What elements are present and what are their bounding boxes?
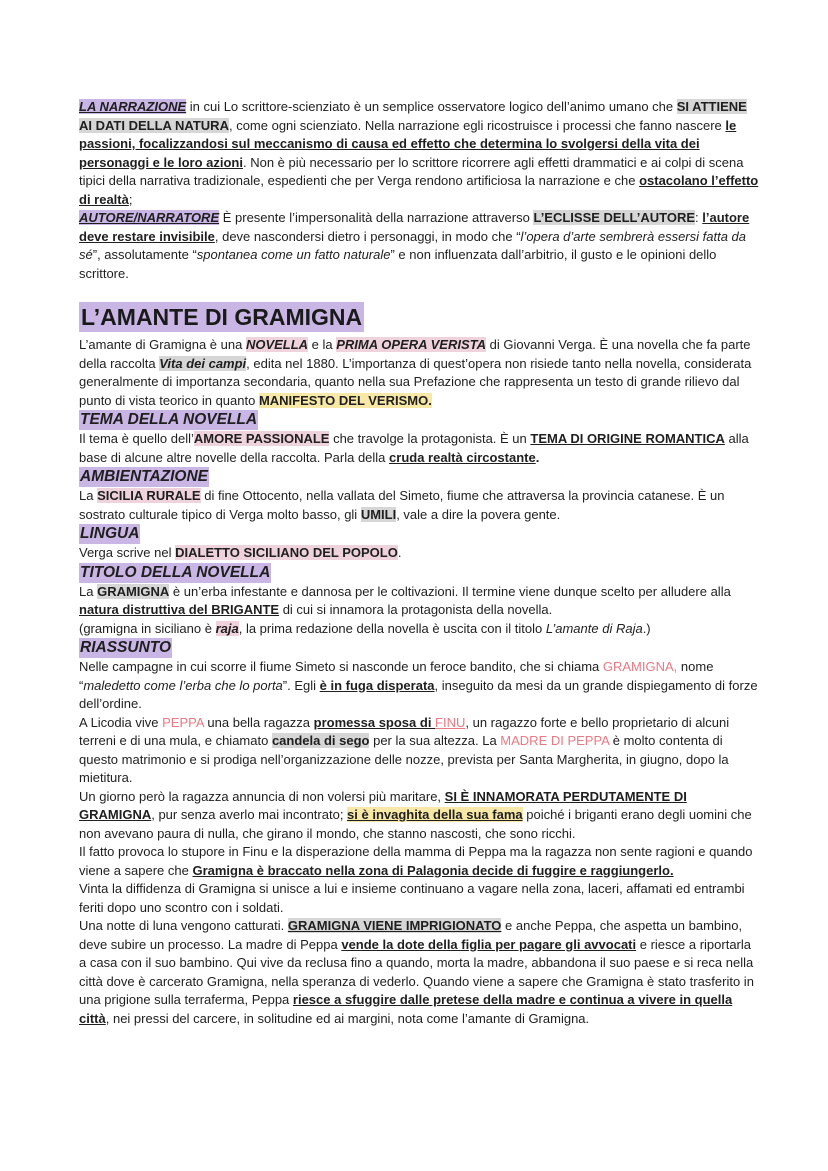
highlight: GRAMIGNA	[97, 583, 170, 599]
tema-paragraph: Il tema è quello dell’AMORE PASSIONALE che travolge la protagonista. È un TEMA DI ORIGINE ROMANTICA alla base di alcune altre novelle della raccolta. Parla della cruda realtà circostante.	[79, 431, 749, 465]
document-page	[79, 98, 759, 1028]
riassunto-paragraph-4b: Vinta la diffidenza di Gramigna si unisce a lui e insieme continuano a vagare nella zona, laceri, affamati ed entrambi feriti dopo uno scontro con i soldati.	[79, 881, 745, 915]
titolo-note: (gramigna in siciliano è raja, la prima redazione della novella è uscita con il titolo L’amante di Raja.)	[79, 620, 651, 636]
highlight: DIALETTO SICILIANO DEL POPOLO	[175, 545, 398, 560]
riassunto-paragraph-4: Il fatto provoca lo stupore in Finu e la disperazione della mamma di Peppa ma la ragazza non sente ragioni e quando viene a sapere che Gramigna è braccato nella zona di Palagonia decide di fuggire e raggiungerlo.	[79, 844, 753, 878]
lingua-paragraph: Verga scrive nel DIALETTO SICILIANO DEL POPOLO.	[79, 545, 402, 560]
character-name: GRAMIGNA,	[602, 659, 678, 674]
narrazione-paragraph: LA NARRAZIONE in cui Lo scrittore-scienziato è un semplice osservatore logico dell’animo umano che SI ATTIENE AI DATI DELLA NATURA, come ogni scienziato. Nella narrazione egli ricostruisce i processi che fanno nascere le passioni, focalizzandosi sul meccanismo di causa ed effetto che determina lo svolgersi della vita dei personaggi e le loro azioni. Non è più necessario per lo scrittore ricorrere agli effetti drammatici e ai colpi di scena tipici della narrativa tradizionale, espedienti che per Verga rendono artificiosa la narrazione e che ostacolano l’effetto di realtà;	[79, 99, 759, 207]
underlined-text: le passioni, focalizzandosi sul meccanismo di causa ed effetto che determina lo svolgersi della vita dei personaggi e le loro azioni	[79, 117, 737, 170]
highlight: raja	[215, 620, 239, 636]
highlight: candela di sego	[271, 733, 370, 748]
section-heading-ambientazione: AMBIENTAZIONE	[80, 468, 209, 485]
highlight: MANIFESTO DEL VERISMO.	[258, 392, 432, 408]
underlined-text: TEMA DI ORIGINE ROMANTICA	[530, 431, 725, 446]
section-heading-riassunto: RIASSUNTO	[80, 639, 172, 656]
highlight: GRAMIGNA VIENE IMPRIGIONATO	[287, 918, 502, 933]
underlined-text: promessa sposa di	[313, 714, 436, 730]
highlight: SI ATTIENE AI DATI DELLA NATURA	[79, 99, 747, 133]
highlight: AMORE PASSIONALE	[193, 431, 330, 446]
highlight: SICILIA RURALE	[97, 488, 201, 503]
underlined-text: riesce a sfuggire dalle pretese della madre e continua a vivere in quella città	[79, 992, 733, 1026]
underlined-text: è in fuga disperata	[319, 677, 435, 693]
highlight: si è invaghita della sua fama	[347, 807, 523, 822]
section-heading-titolo: TITOLO DELLA NOVELLA	[80, 563, 271, 581]
underlined-text: Gramigna è braccato nella zona di Palagonia decide di fuggire e raggiungerlo.	[192, 862, 674, 878]
underlined-text: vende la dote della figlia per pagare gli avvocati	[341, 936, 637, 952]
underlined-text: cruda realtà circostante	[389, 449, 536, 465]
titolo-paragraph: La GRAMIGNA è un’erba infestante e dannosa per le coltivazioni. Il termine viene dunque scelto per alludere alla natura distruttiva del BRIGANTE di cui si innamora la protagonista della novella.	[79, 583, 731, 617]
section-heading-tema: TEMA DELLA NOVELLA	[80, 411, 258, 428]
riassunto-paragraph-1: Nelle campagne in cui scorre il fiume Simeto si nasconde un feroce bandito, che si chiama GRAMIGNA, nome “maledetto come l’erba che lo porta”. Egli è in fuga disperata, inseguito da mesi da un grande dispiegamento di forze dell’ordine.	[79, 659, 758, 711]
riassunto-paragraph-3: Un giorno però la ragazza annuncia di non volersi più maritare, SI È INNAMORATA PERDUTAMENTE DI GRAMIGNA, pur senza averlo mai incontrato; si è invaghita della sua fama poiché i briganti erano degli uomini che non avevano paura di nulla, che girano il mondo, che stanno nascosti, che sono ricchi.	[79, 788, 752, 841]
autore-label: AUTORE/NARRATORE	[79, 210, 220, 225]
riassunto-paragraph-5: Una notte di luna vengono catturati. GRAMIGNA VIENE IMPRIGIONATO e anche Peppa, che aspetta un bambino, deve subire un processo. La madre di Peppa vende la dote della figlia per pagare gli avvocati e riesce a riportarla a casa con il suo bambino. Qui vive da reclusa fino a quando, morta la madre, abbandona il suo paese e si reca nella città dove è carcerato Gramigna, nella speranza di vederlo. Quando viene a sapere che Gramigna è stato trasferito in una prigione sulla terraferma, Peppa riesce a sfuggire dalle pretese della madre e continua a vivere in quella città, nei pressi del carcere, in solitudine ed ai margini, nota come l’amante di Gramigna.	[79, 918, 754, 1026]
highlight: UMILI	[360, 506, 397, 522]
underlined-text: SI È INNAMORATA PERDUTAMENTE DI GRAMIGNA	[79, 788, 687, 822]
character-name: PEPPA	[162, 714, 204, 730]
narrazione-label: LA NARRAZIONE	[79, 99, 187, 114]
underlined-text: ostacolano l’effetto di realtà	[79, 173, 759, 207]
highlight: PRIMA OPERA VERISTA	[336, 337, 487, 352]
highlight: L’ECLISSE DELL’AUTORE	[533, 210, 696, 225]
underlined-text: l’autore deve restare invisibile	[79, 210, 750, 244]
opening-paragraph: L’amante di Gramigna è una NOVELLA e la PRIMA OPERA VERISTA di Giovanni Verga. È una novella che fa parte della raccolta Vita dei campi, edita nel 1880. L’importanza di quest’opera non risiede tanto nella novella, considerata generalmente di importanza secondaria, quanto nella sua Prefazione che rappresenta un testo di grande rilievo dal punto di vista teorico in quanto MANIFESTO DEL VERISMO.	[79, 337, 752, 408]
character-name: MADRE DI PEPPA	[500, 733, 610, 748]
section-heading-lingua: LINGUA	[80, 525, 140, 542]
character-name: FINU	[435, 714, 466, 730]
underlined-text: natura distruttiva del BRIGANTE	[79, 602, 280, 617]
highlight: NOVELLA	[245, 337, 309, 352]
riassunto-paragraph-2: A Licodia vive PEPPA una bella ragazza promessa sposa di FINU, un ragazzo forte e bello proprietario di alcuni terreni e di una mula, e chiamato candela di sego per la sua altezza. La MADRE DI PEPPA è molto contenta di questo matrimonio e si prodiga nell’organizzazione delle nozze, prevista per Santa Margherita, in giugno, dopo la mietitura.	[79, 714, 730, 785]
highlight: Vita dei campi	[159, 355, 247, 371]
autore-paragraph: AUTORE/NARRATORE È presente l’impersonalità della narrazione attraverso L’ECLISSE DELL’AUTORE: l’autore deve restare invisibile, deve nascondersi dietro i personaggi, in modo che “l’opera d’arte sembrerà essersi fatta da sé”, assolutamente “spontanea come un fatto naturale” e non influenzata dall’arbitrio, il gusto e le opinioni dello scrittore.	[79, 210, 750, 281]
ambientazione-paragraph: La SICILIA RURALE di fine Ottocento, nella vallata del Simeto, fiume che attraversa la provincia catanese. È un sostrato culturale tipico di Verga molto basso, gli UMILI, vale a dire la povera gente.	[79, 488, 725, 522]
page-title: L’AMANTE DI GRAMIGNA	[81, 304, 363, 330]
